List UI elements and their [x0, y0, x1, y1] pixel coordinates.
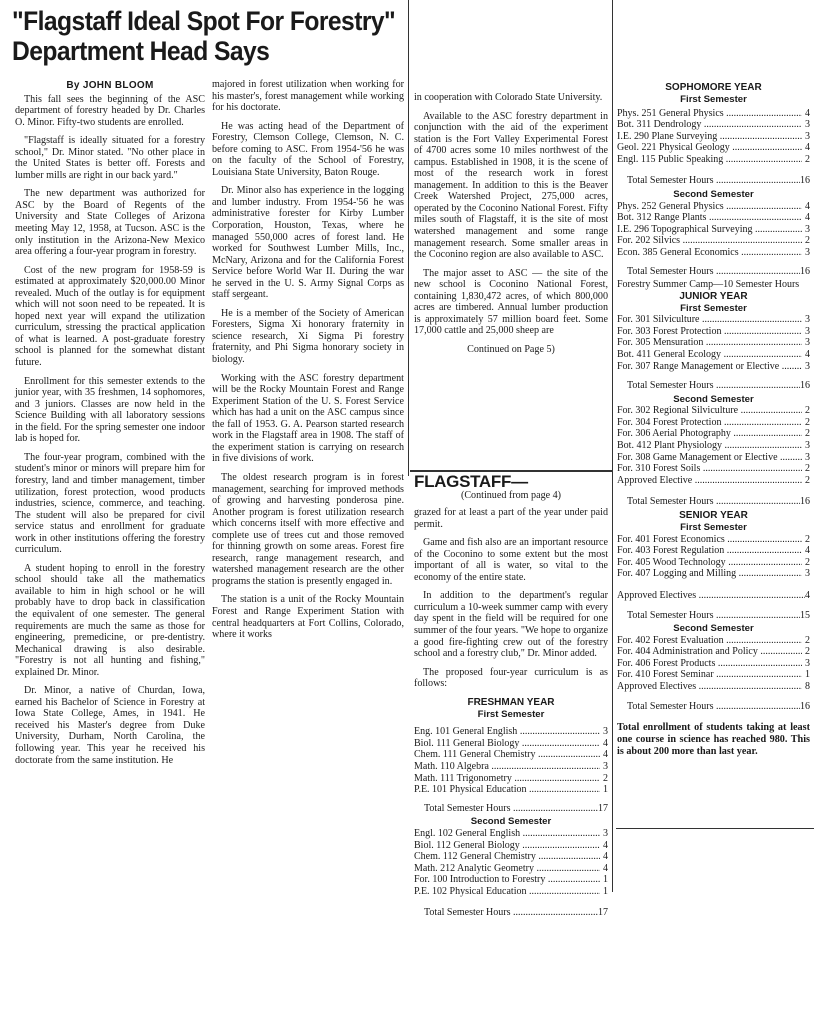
course-row [617, 463, 810, 475]
course-row [617, 534, 810, 546]
paragraph: Cost of the new program for 1958-59 is estimated at approximately $20,000.00 Minor revealed. Much of the outlay is for equipment which will not soon need to be repeated. It is hoped next year will expand the utilization curriculum, stressing the practical application of what is learned. A post-graduate forestry school is planned for the somewhat distant future. [15, 264, 205, 369]
course-name: Bot. 311 Dendrology ..... [617, 119, 802, 131]
course-credits: 2 [805, 416, 810, 428]
course-row [414, 863, 608, 875]
byline: By JOHN BLOOM [66, 80, 154, 91]
semester-total: Total Semester Hours ..... 16 [617, 496, 810, 508]
semester-heading: First Semester [680, 94, 747, 105]
course-row [617, 154, 810, 166]
approved-electives: Approved Electives ..... 4 [617, 590, 810, 602]
semester-total: Total Semester Hours ..... 16 [617, 701, 810, 713]
course-credits: 2 [805, 533, 810, 545]
semester-heading: Second Semester [673, 393, 754, 405]
paragraph: in cooperation with Colorado State University. [414, 92, 603, 103]
paragraph: The new department was authorized for ASC by the Board of Regents of the University and State Colleges of Arizona meeting May 12, 1958, at Tucson. ASC is the only institution in the Arizona-New Mexico area offering a four-year program in forestry. [15, 188, 205, 258]
curriculum-column [617, 82, 810, 758]
course-row [617, 201, 810, 213]
paragraph: He is a member of the Society of American Foresters, Sigma Xi honorary fraternity in science research, Xi Sigma Pi forestry fraternity, and Phi Sigma honorary society in biology. [212, 307, 404, 366]
course-credits: 3 [805, 246, 810, 258]
course-name: For. 301 Silviculture ..... [617, 314, 802, 326]
course-name: Approved Electives ..... [617, 681, 802, 693]
course-row [617, 405, 810, 417]
course-name: Chem. 112 General Chemistry ..... [414, 851, 600, 863]
course-name: Econ. 385 General Economics ..... [617, 247, 802, 259]
paragraph: majored in forest utilization when working for his master's, forest management while working for his doctorate. [212, 79, 404, 114]
continued-on-note: Continued on Page 5) [467, 343, 555, 355]
course-name: For. 100 Introduction to Forestry ..... [414, 874, 600, 886]
column-rule [612, 0, 613, 892]
course-name: Eng. 101 General English ..... [414, 726, 600, 738]
paragraph: A student hoping to enroll in the forestry school should take all the mathematics available to him in high school or he will probably have to drop back in classification the equivalent of one semester. The general requirements are much the same as those for engineering, premedicine, or pre-dentistry. Mechanical drawing is also desirable. "Forestry is not all hunting and fishing," explained Dr. Minor. [15, 562, 205, 678]
course-row [414, 773, 608, 785]
article-column-2 [212, 79, 404, 648]
course-credits: 2 [603, 772, 608, 784]
course-credits: 2 [805, 405, 810, 417]
course-credits: 3 [603, 827, 608, 839]
course-row [414, 749, 608, 761]
course-row [617, 557, 810, 569]
course-name: For. 407 Logging and Milling ..... [617, 568, 802, 580]
course-row [617, 658, 810, 670]
course-credits: 3 [603, 761, 608, 773]
course-name: P.E. 101 Physical Education ..... [414, 784, 600, 796]
paragraph: The major asset to ASC — the site of the new school is Coconino National Forest, containing 1,830,472 acres, of which 800,000 acres are timbered. Annual lumber production is approximately 57 million board feet. Some 17,000 cattle and 25,000 sheep are [414, 267, 608, 337]
senior-year-heading: SENIOR YEAR [679, 510, 748, 522]
course-row [617, 440, 810, 452]
course-name: For. 304 Forest Protection ..... [617, 417, 802, 429]
course-name: For. 410 Forest Seminar ..... [617, 669, 802, 681]
semester-total: Total Semester Hours ..... 17 [414, 803, 608, 815]
semester-total: Total Semester Hours ..... 15 [617, 610, 810, 622]
course-row [617, 428, 810, 440]
headline-line-1: "Flagstaff Ideal Spot For Forestry" [12, 6, 396, 36]
course-credits: 8 [805, 680, 810, 692]
course-name: For. 401 Forest Economics ..... [617, 534, 802, 546]
course-credits: 2 [805, 474, 810, 486]
course-row [617, 314, 810, 326]
course-row [617, 131, 810, 143]
paragraph: Dr. Minor also has experience in the logging and lumber industry. From 1954-'56 he was administrative forester for Kirby Lumber Corporation, Houston, Texas, where he managed 550,000 acres of forest land. He worked for Southwest Lumber Mills, Inc., McNary, Arizona and for the California Forest Service before World War II. During the war he served in the U. S. Army Signal Corps as staff sergeant. [212, 185, 404, 301]
course-row [414, 874, 608, 886]
column-rule [408, 0, 409, 476]
semester-total: Total Semester Hours ..... 16 [617, 175, 810, 187]
course-row [617, 235, 810, 247]
course-name: For. 308 Game Management or Elective ..... [617, 452, 802, 464]
course-name: For. 307 Range Management or Elective ..... [617, 361, 802, 373]
enrollment-note: Total enrollment of students taking at least one course in science has reached 980. This is about 200 more than last year. [617, 722, 810, 758]
course-row [617, 108, 810, 120]
paragraph: grazed for at least a part of the year under paid permit. [414, 507, 608, 530]
course-row [414, 738, 608, 750]
course-name: Biol. 111 General Biology ..... [414, 738, 600, 750]
course-credits: 3 [805, 130, 810, 142]
course-row [617, 212, 810, 224]
course-credits: 4 [603, 749, 608, 761]
paragraph: Game and fish also are an important resource of the Coconino to some extent but the most important of all is water, so vital to the economy of the entire state. [414, 537, 608, 583]
course-name: Chem. 111 General Chemistry ..... [414, 749, 600, 761]
course-name: Math. 212 Analytic Geometry ..... [414, 863, 600, 875]
course-name: Engl. 102 General English ..... [414, 828, 600, 840]
course-credits: 1 [805, 669, 810, 681]
paragraph: In addition to the department's regular curriculum a 10-week summer camp with every day spent in the field will be required for one summer of the four years. "We hope to organize a good fire-fighting crew out of the forestry school and a forestry club," Dr. Minor added. [414, 590, 608, 660]
semester-total: Total Semester Hours ..... 17 [414, 907, 608, 919]
course-row [617, 349, 810, 361]
course-name: For. 402 Forest Evaluation ..... [617, 635, 802, 647]
course-name: Bot. 312 Range Plants ..... [617, 212, 802, 224]
course-credits: 4 [805, 107, 810, 119]
course-row [617, 326, 810, 338]
course-row [617, 635, 810, 647]
course-credits: 3 [805, 657, 810, 669]
course-credits: 2 [805, 153, 810, 165]
continuation-heading: FLAGSTAFF— [414, 472, 528, 491]
course-row [617, 568, 810, 580]
headline-line-2: Department Head Says [12, 36, 270, 66]
course-credits: 4 [603, 839, 608, 851]
course-credits: 2 [805, 428, 810, 440]
section-rule [616, 828, 814, 829]
course-name: For. 310 Forest Soils ..... [617, 463, 802, 475]
paragraph: "Flagstaff is ideally situated for a forestry school," Dr. Minor stated. "No other place in the United States is better off. Forests and lumber mills are right in our back yard." [15, 135, 205, 181]
semester-heading: Second Semester [470, 816, 552, 828]
course-row [617, 224, 810, 236]
course-name: For. 403 Forest Regulation ..... [617, 545, 802, 557]
course-name: Geol. 221 Physical Geology ..... [617, 142, 802, 154]
semester-total: Total Semester Hours ..... 16 [617, 380, 810, 392]
course-credits: 4 [603, 862, 608, 874]
paragraph: Available to the ASC forestry department in conjunction with the aid of the experiment station is the Fort Valley Experimental Forest of 4700 acres some 10 miles northwest of the campus. Established in 1908, it is the scene of most of the research work in forest management. In addition to this is the Beaver Creek Watershed Project, 275,000 acres, operated by the Coconino National Forest. Fifty miles south of Flagstaff, it is the site of most watershed management and some range management research. Some smaller areas in the Coconino region are also available to ASC. [414, 110, 608, 261]
course-name: Bot. 411 General Ecology ..... [617, 349, 802, 361]
course-name: For. 305 Mensuration ..... [617, 337, 802, 349]
course-credits: 4 [805, 212, 810, 224]
semester-heading: Second Semester [673, 623, 754, 635]
course-credits: 3 [805, 223, 810, 235]
course-credits: 4 [805, 545, 810, 557]
course-name: Engl. 115 Public Speaking ..... [617, 154, 802, 166]
paragraph: The station is a unit of the Rocky Mountain Forest and Range Experiment Station with central headquarters at Fort Collins, Colorado, where it works [212, 594, 404, 641]
course-row [617, 247, 810, 259]
course-row [617, 142, 810, 154]
course-name: For. 302 Regional Silviculture ..... [617, 405, 802, 417]
course-row [414, 828, 608, 840]
semester-heading: First Semester [680, 522, 747, 534]
course-row [414, 784, 608, 796]
course-name: I.E. 296 Topographical Surveying ..... [617, 224, 802, 236]
summer-camp-note: Forestry Summer Camp—10 Semester Hours [617, 279, 800, 291]
paragraph: Dr. Minor, a native of Churdan, Iowa, earned his Bachelor of Science in Forestry at Iowa State College, Ames, in 1941. He received his Master's degree from Duke University, Durham, North Carolina, the following year. This year he received his doctorate from the same institution. He [15, 685, 205, 766]
course-name: For. 404 Administration and Policy ..... [617, 646, 802, 658]
course-credits: 3 [805, 568, 810, 580]
semester-total: Total Semester Hours ..... 16 [617, 266, 810, 278]
semester-heading: Second Semester [673, 189, 754, 201]
course-name: For. 405 Wood Technology ..... [617, 557, 802, 569]
course-row [414, 761, 608, 773]
course-credits: 1 [603, 874, 608, 886]
course-credits: 3 [805, 314, 810, 326]
junior-year-heading: JUNIOR YEAR [679, 290, 748, 302]
course-row [414, 726, 608, 738]
course-credits: 4 [603, 737, 608, 749]
course-name: Biol. 112 General Biology ..... [414, 840, 600, 852]
course-name: For. 202 Silvics ..... [617, 235, 802, 247]
course-row [617, 545, 810, 557]
course-credits: 3 [805, 337, 810, 349]
semester-heading: First Semester [477, 708, 545, 720]
course-credits: 2 [805, 556, 810, 568]
course-credits: 4 [603, 851, 608, 863]
paragraph: Enrollment for this semester extends to the junior year, with 35 freshmen, 14 sophomores, and 3 juniors. Classes are now held in the Science Building with all laboratory sessions in the field. For the spring semester one indoor lab is hoped for. [15, 375, 205, 445]
paragraph: The four-year program, combined with the student's minor or minors will prepare him for forestry, land and timber management, timber utilization, forest protection, wood products industries, science, commerce, and teaching. The student will also be prepared for civil service status and enrollment for graduate work in other institutions offering the forestry curriculum. [15, 451, 205, 556]
course-credits: 4 [805, 349, 810, 360]
paragraph: This fall sees the beginning of the ASC department of forestry headed by Dr. Charles O. Minor. Fifty-two students are enrolled. [15, 93, 205, 128]
course-name: For. 406 Forest Products ..... [617, 658, 802, 670]
course-row [617, 646, 810, 658]
course-row [414, 886, 608, 898]
course-credits: 3 [805, 440, 810, 452]
continuation-column [414, 474, 608, 921]
course-name: P.E. 102 Physical Education ..... [414, 886, 600, 898]
paragraph: The oldest research program is in forest management, searching for improved methods of growing and harvesting ponderosa pine. Another program is forest utilization research which concerns itself with more effective and complete use of trees cut and those removed for thinning growth on some areas. Forest fire research, range management research, and watershed management research are the other programs the station is presently engaged in. [212, 471, 404, 587]
course-credits: 2 [805, 463, 810, 475]
course-name: Phys. 251 General Physics ..... [617, 108, 802, 120]
course-row [617, 337, 810, 349]
course-name: For. 303 Forest Protection ..... [617, 326, 802, 338]
article-column-1 [15, 80, 205, 773]
paragraph: The proposed four-year curriculum is as follows: [414, 666, 608, 690]
course-name: I.E. 290 Plane Surveying ..... [617, 131, 802, 143]
course-credits: 2 [805, 634, 810, 646]
course-credits: 3 [603, 726, 608, 738]
freshman-year-heading: FRESHMAN YEAR [467, 696, 555, 708]
course-credits: 1 [603, 885, 608, 897]
course-row [617, 361, 810, 373]
course-name: Approved Elective ..... [617, 475, 802, 487]
paragraph: Working with the ASC forestry department will be the Rocky Mountain Forest and Range Experiment Station of the U. S. Forest Service which has had a unit on the ASC campus since the fall of 1953. G. A. Pearson started research work in the Flagstaff area in 1908. The staff of the experiment station is carrying on research in five divisions of work. [212, 372, 404, 465]
course-row [617, 452, 810, 464]
course-row [617, 669, 810, 681]
course-name: For. 306 Aerial Photography ..... [617, 428, 802, 440]
course-row [414, 840, 608, 852]
course-credits: 4 [805, 142, 810, 154]
course-credits: 3 [805, 119, 810, 131]
continued-note: (Continued from page 4) [460, 489, 562, 501]
course-credits: 3 [805, 451, 810, 463]
course-row [414, 851, 608, 863]
course-row [617, 475, 810, 487]
course-credits: 1 [603, 784, 608, 796]
course-row [617, 119, 810, 131]
course-credits: 2 [805, 235, 810, 247]
sophomore-year-heading: SOPHOMORE YEAR [665, 82, 762, 93]
article-column-3 [414, 92, 608, 355]
course-name: Bot. 412 Plant Physiology ..... [617, 440, 802, 452]
course-row [617, 417, 810, 429]
paragraph: He was acting head of the Department of Forestry, Clemson College, Clemson, N. C. before coming to ASC. From 1954-'56 he was on the faculty of the School of Forestry, Louisiana State University, Baton Rouge. [212, 120, 404, 178]
course-name: Math. 110 Algebra ..... [414, 761, 600, 773]
course-name: Phys. 252 General Physics ..... [617, 201, 802, 213]
course-credits: 4 [805, 200, 810, 212]
semester-heading: First Semester [680, 302, 747, 314]
course-name: Math. 111 Trigonometry ..... [414, 773, 600, 785]
course-row [617, 681, 810, 693]
course-credits: 3 [805, 325, 810, 337]
course-credits: 2 [805, 646, 810, 658]
headline [12, 6, 396, 66]
course-credits: 3 [805, 360, 810, 372]
